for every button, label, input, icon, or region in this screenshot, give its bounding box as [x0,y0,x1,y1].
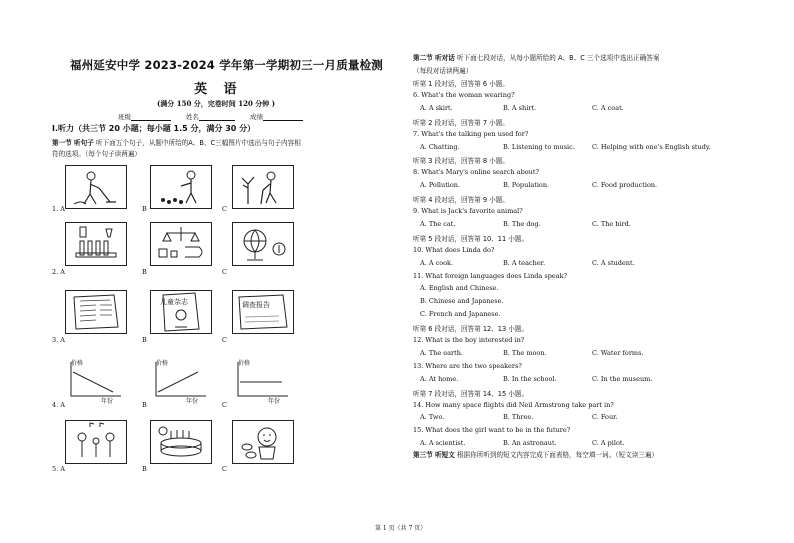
name-label: 姓名 [186,113,199,121]
question-text: 6. What's the woman wearing? [413,90,515,99]
chart-a-ylabel: 价格 [71,360,84,367]
sec1-desc2: 符的选项。（每个句子读两遍） [52,150,142,158]
sec1-desc: 听下面五个句子，从题中所给的A、B、C三幅图片中选出与句子内容相 [95,139,301,147]
row-5-label-b: B [142,465,147,473]
row-5-label-c: C [222,465,227,473]
row-1-label-a: 1. A [52,205,65,213]
report-icon[interactable] [232,290,294,334]
option-a[interactable]: A. A skirt. [420,103,453,112]
name-blank[interactable] [199,112,235,121]
option-c[interactable]: C. Four. [592,413,618,422]
sec2-desc: 听下面七段对话，从每小题所给的 A、B、C 三个选项中选出正确答案 [456,54,660,62]
page-footer: 第 1 页（共 7 页） [375,525,427,532]
question-text: 13. Where are the two speakers? [413,361,522,370]
option-c[interactable]: C. A student. [592,258,635,267]
score-field[interactable] [250,112,303,121]
scale-magnet-icon[interactable] [150,222,212,266]
row-3-label-b: B [142,336,147,344]
score-label: 成绩 [250,113,263,121]
class-field[interactable] [118,112,171,121]
option-item[interactable]: B. Chinese and Japanese. [420,297,504,306]
option-item[interactable]: C. French and Japanese. [420,310,501,319]
chart-c-ylabel: 价格 [238,360,251,367]
question-text: 9. What is Jack's favorite animal? [413,207,523,215]
price-down-chart-icon[interactable] [65,358,125,405]
option-c[interactable]: C. Water forms. [592,348,644,357]
man-sweeping-icon[interactable] [65,165,127,209]
price-up-chart-icon[interactable] [150,358,210,405]
option-b[interactable]: B. Population. [503,181,550,190]
option-a[interactable]: A. Pollution. [420,181,461,190]
sec2-title: 第二节 听对话 [413,54,455,62]
question-text: 10. What does Linda do? [413,245,495,254]
newspaper-icon[interactable] [65,290,127,334]
score-info: (满分 150 分，完卷时间 120 分钟 ) [157,99,276,108]
listening-note: 听第 7 段对话，回答第 14、15 小题。 [413,389,529,398]
sec1-line1 [52,137,301,147]
question-text: 14. How many space flights did Neil Armstrong take part in? [413,400,614,409]
option-b[interactable]: B. An astronaut. [503,439,557,448]
row-4-label-a: 4. A [52,401,65,409]
report-title: 调查报告 [242,301,270,309]
option-b[interactable]: B. In the school. [503,374,557,383]
option-a[interactable]: A. Two. [420,413,445,422]
row-3-label-c: C [222,336,227,344]
listening-note: 听第 3 段对话，回答第 8 小题。 [413,157,509,166]
option-item[interactable]: A. English and Chinese. [420,284,499,293]
option-c[interactable]: C. A coat. [592,103,624,112]
sec3-title: 第三节 听短文 [413,451,455,459]
boy-eating-icon[interactable] [232,420,294,464]
option-a[interactable]: A. Chatting. [420,142,460,151]
row-3-label-a: 3. A [52,336,65,344]
chart-a-xlabel: 年份 [101,398,114,405]
globe-compass-icon[interactable] [232,222,294,266]
listening-note: 听第 6 段对话，回答第 12、13 小题。 [413,325,529,334]
exam-title: 福州延安中学 2023-2024 学年第一学期初三一月质量检测 [70,58,383,72]
option-c[interactable]: C. The bird. [592,219,631,228]
listening-note: 听第 4 段对话，回答第 9 小题。 [413,196,509,205]
listening-note: 听第 5 段对话，回答第 10、11 小题。 [413,234,529,243]
row-1-label-b: B [142,205,147,213]
row-2-label-c: C [222,268,227,276]
part1-heading: Ⅰ.听力（共三节 20 小题；每小题 1.5 分，满分 30 分） [52,124,256,133]
question-text: 8. What's Mary's online search about? [413,168,539,177]
sec3-line [413,449,658,459]
subject-title: 英 语 [194,82,243,97]
row-1-label-c: C [222,205,227,213]
option-b[interactable]: B. A teacher. [503,258,546,267]
magazine-icon[interactable] [150,290,212,334]
option-a[interactable]: A. The earth. [420,348,463,357]
man-feeding-chickens-icon[interactable] [150,165,212,209]
option-a[interactable]: A. At home. [420,374,459,383]
listening-note: 听第 2 段对话，回答第 7 小题。 [413,118,509,127]
question-text: 7. What's the talking pen used for? [413,129,529,138]
row-5-label-a: 5. A [52,465,65,473]
class-blank[interactable] [131,112,171,121]
option-b[interactable]: B. Three. [503,413,534,422]
score-blank[interactable] [263,112,303,121]
sec3-desc: 根据你所听到的短文内容完成下面表格，每空填一词。（短文读三遍） [456,451,659,459]
name-field[interactable] [186,112,235,121]
chart-b-ylabel: 价格 [156,360,169,367]
question-text: 12. What is the boy interested in? [413,336,525,344]
option-b[interactable]: B. The moon. [503,348,547,357]
price-flat-chart-icon[interactable] [232,358,292,405]
question-text: 15. What does the girl want to be in the future? [413,426,571,435]
chart-c-xlabel: 年份 [268,398,281,405]
option-c[interactable]: C. Food production. [592,181,658,190]
birthday-cake-icon[interactable] [150,420,212,464]
magazine-title: 儿童杂志 [160,298,188,306]
row-2-label-b: B [142,268,147,276]
option-a[interactable]: A. A cook. [420,258,454,267]
option-a[interactable]: A. A scientist. [420,439,466,448]
test-tubes-icon[interactable] [65,222,127,266]
option-a[interactable]: A. The cat. [420,219,456,228]
sec1-title: 第一节 听句子 [52,139,94,147]
option-b[interactable]: B. The dog. [503,219,541,228]
option-c[interactable]: C. Helping with one's English study. [592,142,711,151]
family-music-icon[interactable] [65,420,127,464]
option-c[interactable]: C. In the museum. [592,374,653,383]
sec2-line1 [413,52,659,62]
option-b[interactable]: B. A shirt. [503,103,537,112]
question-text: 11. What foreign languages does Linda speak? [413,271,568,280]
chart-b-xlabel: 年份 [186,398,199,405]
row-4-label-b: B [142,401,147,409]
listening-note: 听第 1 段对话，回答第 6 小题。 [413,80,509,88]
row-2-label-a: 2. A [52,268,65,276]
man-planting-tree-icon[interactable] [232,165,294,209]
sec2-desc2: （每段对话读两遍） [413,67,473,75]
row-4-label-c: C [222,401,227,409]
class-label: 班级 [118,113,131,121]
option-c[interactable]: C. A pilot. [592,439,625,448]
option-b[interactable]: B. Listening to music. [503,142,575,151]
